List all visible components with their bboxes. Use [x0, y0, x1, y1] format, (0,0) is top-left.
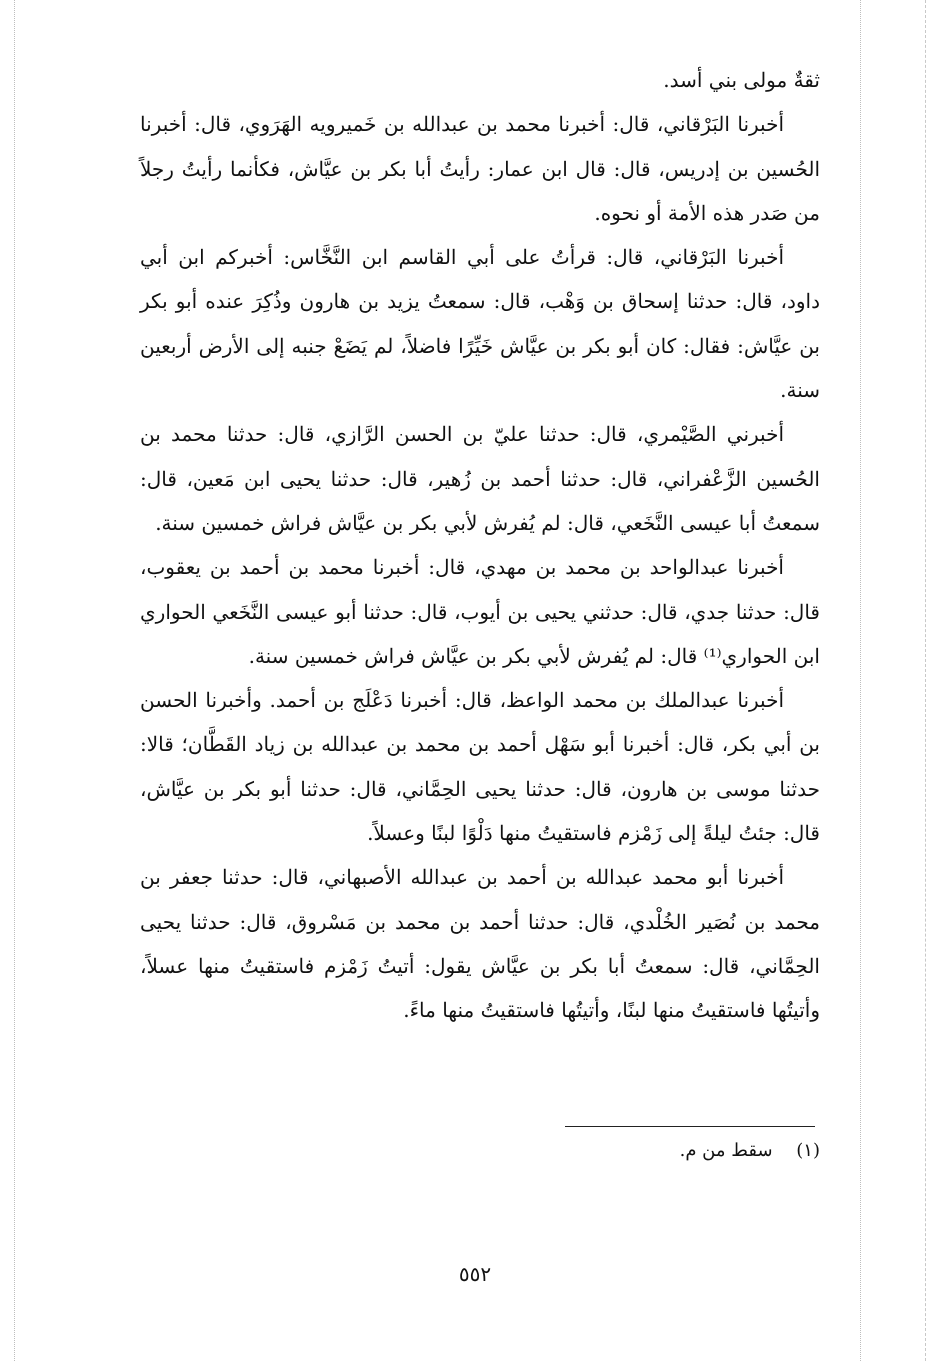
- paragraph: أخبرنا أبو محمد عبدالله بن أحمد بن عبدالله الأصبهاني، قال: حدثنا جعفر بن محمد بن نُصَير الخُلْدي، قال: حدثنا أحمد بن محمد بن مَسْروق، قال: حدثنا يحيى الحِمَّاني، قال: سمعتُ أبا بكر بن عيَّاش يقول: أتيتُ زَمْزم فاستقيتُ منها عسلاً، وأتيتُها فاستقيتُ منها لبنًا، وأتيتُها فاستقيتُ منها ماءً.: [140, 865, 820, 1023]
- footnote-number: (١): [796, 1140, 820, 1161]
- page-edge-left: [14, 0, 15, 1361]
- main-text: [140, 58, 820, 1033]
- footnote: [140, 1136, 820, 1166]
- paragraph: أخبرنا عبدالواحد بن محمد بن مهدي، قال: أخبرنا محمد بن أحمد بن يعقوب، قال: حدثنا جدي، قال: حدثني يحيى بن أيوب، قال: حدثنا أبو عيسى النَّخَعي الحواري ابن الحواري⁽¹⁾ قال: لم يُفرش لأبي بكر بن عيَّاش فراش خمسين سنة.: [140, 555, 820, 668]
- page-number: ٥٥٢: [458, 1262, 492, 1286]
- paragraph: أخبرني الصَّيْمري، قال: حدثنا عليّ بن الحسن الرَّازي، قال: حدثنا محمد بن الحُسين الزَّعْفراني، قال: حدثنا أحمد بن زُهير، قال: حدثنا يحيى ابن مَعين، قال: سمعتُ أبا عيسى النَّخَعي، قال: لم يُفرش لأبي بكر بن عيَّاش فراش خمسين سنة.: [140, 422, 820, 535]
- paragraph: أخبرنا البَرْقاني، قال: قرأتُ على أبي القاسم ابن النَّخَّاس: أخبركم ابن أبي داود، قال: حدثنا إسحاق بن وَهْب، قال: سمعتُ يزيد بن هارون وذُكِرَ عنده أبو بكر بن عيَّاش: فقال: كان أبو بكر بن عيَّاش خَيِّرًا فاضلاً، لم يَضَعْ جنبه إلى الأرض أربعين سنة.: [140, 245, 820, 403]
- paragraph: ثقةٌ مولى بني أسد.: [663, 68, 820, 92]
- paragraph: أخبرنا عبدالملك بن محمد الواعظ، قال: أخبرنا دَعْلَج بن أحمد. وأخبرنا الحسن بن أبي بكر، قال: أخبرنا أبو سَهْل أحمد بن محمد بن عبدالله بن زياد القَطَّان؛ قالا: حدثنا موسى بن هارون، قال: حدثنا يحيى الحِمَّاني، قال: حدثنا أبو بكر بن عيَّاش، قال: جئتُ ليلةً إلى زَمْزم فاستقيتُ منها دَلْوًا لبنًا وعسلاً.: [140, 688, 820, 846]
- footnote-divider: [565, 1126, 815, 1127]
- footnote-text: سقط من م.: [679, 1140, 773, 1161]
- page-edge-right: [860, 0, 861, 1361]
- paragraph: أخبرنا البَرْقاني، قال: أخبرنا محمد بن عبدالله بن خَميرويه الهَرَوي، قال: أخبرنا الحُسين بن إدريس، قال: قال ابن عمار: رأيتُ أبا بكر بن عيَّاش، فكأنما رأيتُ رجلاً من صَدر هذه الأمة أو نحوه.: [140, 112, 820, 225]
- page-edge-far: [925, 0, 926, 1361]
